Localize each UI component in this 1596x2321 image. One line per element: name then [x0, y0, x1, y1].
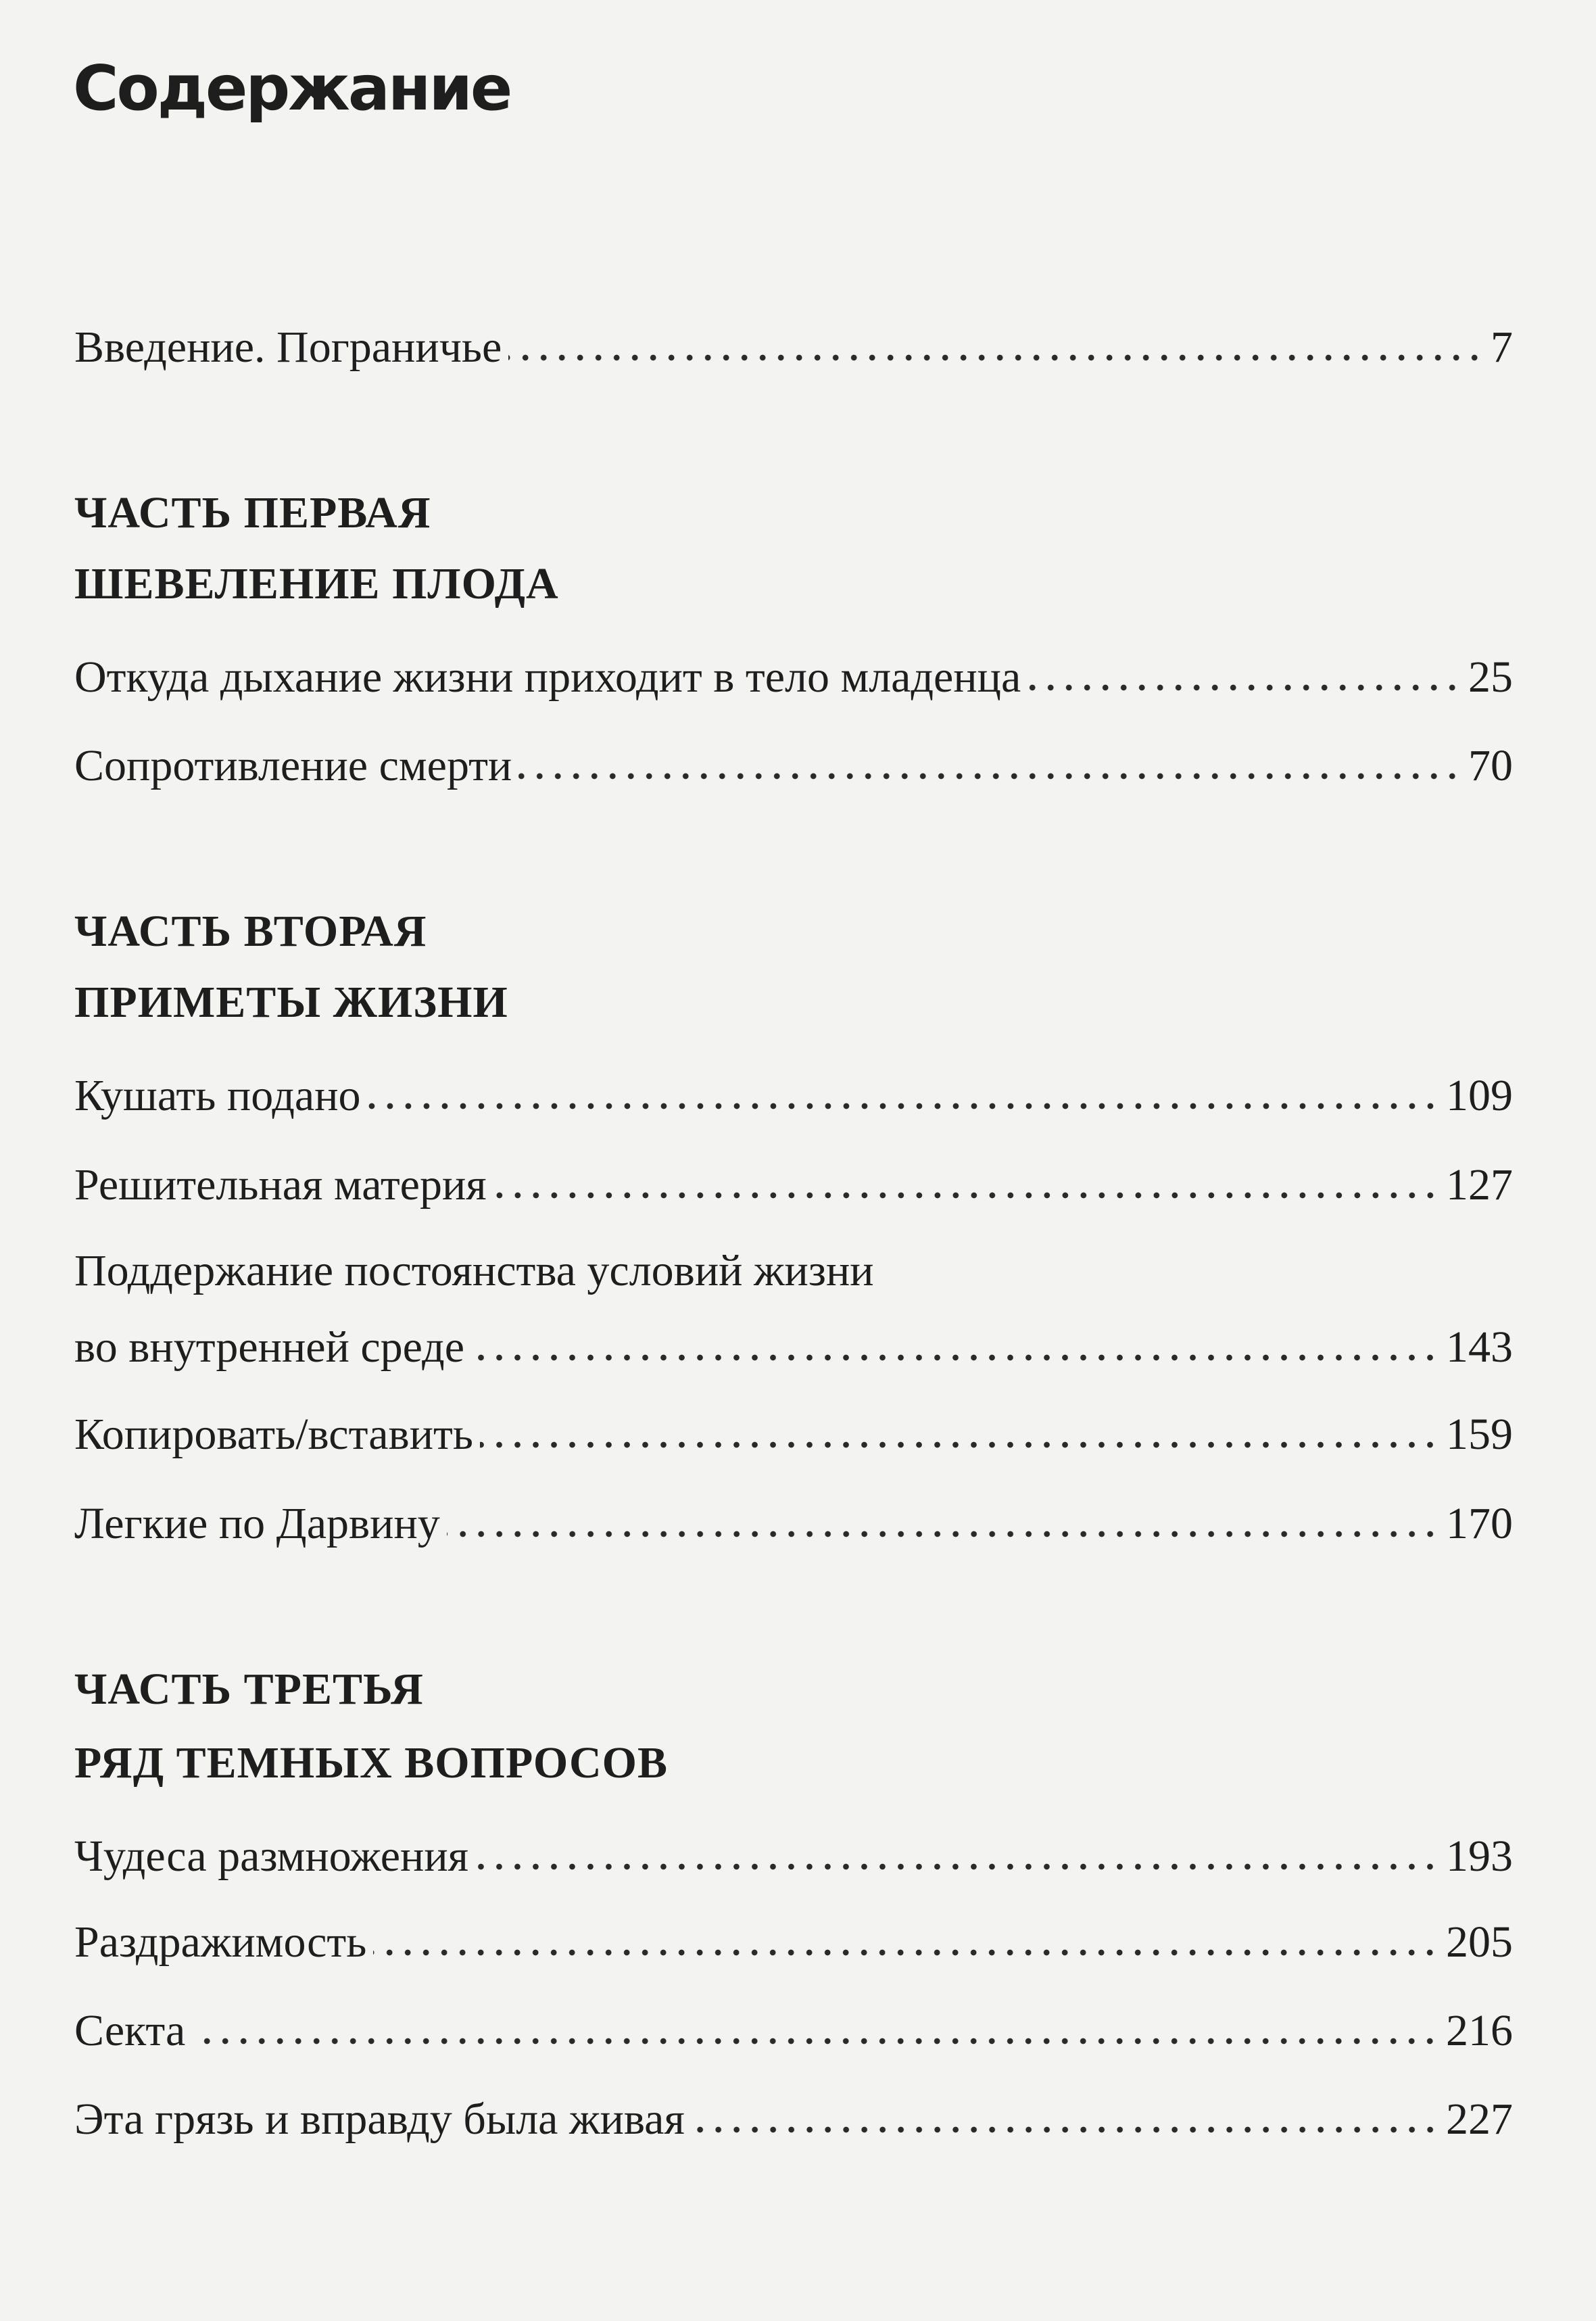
part-3-name: РЯД ТЕМНЫХ ВОПРОСОВ: [74, 1738, 669, 1788]
entry-page: 127: [1446, 1160, 1513, 1210]
dot-leader: [447, 1529, 1439, 1539]
part-2-number: ЧАСТЬ ВТОРАЯ: [74, 907, 427, 956]
toc-entry[interactable]: [74, 729, 1513, 803]
dot-leader: [368, 1101, 1439, 1111]
dot-leader: [373, 1948, 1439, 1957]
dot-leader: [480, 1440, 1439, 1450]
entry-label: Поддержание постоянства условий жизни: [74, 1246, 874, 1295]
entry-page: 143: [1446, 1322, 1513, 1372]
dot-leader: [493, 1191, 1439, 1200]
entry-label: Раздражимость: [74, 1917, 367, 1967]
dot-leader: [475, 1862, 1439, 1871]
entry-label: Сопротивление смерти: [74, 741, 512, 790]
toc-entry[interactable]: [74, 1819, 1513, 1894]
toc-entry[interactable]: [74, 1059, 1513, 1133]
dot-leader: [508, 353, 1484, 362]
entry-page: 193: [1446, 1832, 1513, 1881]
entry-label: Решительная материя: [74, 1160, 487, 1210]
entry-page: 170: [1446, 1499, 1513, 1548]
toc-entry[interactable]: [74, 1994, 1513, 2068]
entry-label: Введение. Пограничье: [74, 322, 502, 372]
entry-label: во внутренней среде: [74, 1322, 464, 1372]
toc-entry[interactable]: [74, 1397, 1513, 1472]
toc-entry-line1[interactable]: [74, 1234, 1513, 1308]
toc-entry-intro[interactable]: [74, 310, 1513, 385]
entry-page: 7: [1491, 322, 1513, 372]
entry-label: Легкие по Дарвину: [74, 1499, 440, 1548]
dot-leader: [1027, 683, 1461, 692]
part-2-name: ПРИМЕТЫ ЖИЗНИ: [74, 978, 508, 1027]
toc-entry[interactable]: [74, 1905, 1513, 1980]
page-title: Содержание: [73, 52, 511, 124]
dot-leader: [518, 771, 1461, 781]
entry-page: 205: [1446, 1917, 1513, 1967]
toc-entry[interactable]: [74, 640, 1513, 715]
dot-leader: [692, 2125, 1439, 2134]
part-1-number: ЧАСТЬ ПЕРВАЯ: [74, 488, 431, 537]
entry-page: 216: [1446, 2006, 1513, 2055]
toc-entry[interactable]: [74, 2082, 1513, 2157]
toc-entry[interactable]: [74, 1310, 1513, 1385]
part-3-number: ЧАСТЬ ТРЕТЬЯ: [74, 1665, 424, 1714]
entry-label: Чудеса размножения: [74, 1832, 469, 1881]
part-1-name: ШЕВЕЛЕНИЕ ПЛОДА: [74, 559, 559, 608]
entry-label: Эта грязь и вправду была живая: [74, 2095, 685, 2144]
entry-page: 70: [1468, 741, 1513, 790]
entry-label: Копировать/вставить: [74, 1410, 473, 1459]
entry-page: 159: [1446, 1410, 1513, 1459]
entry-page: 109: [1446, 1071, 1513, 1120]
toc-entry[interactable]: [74, 1487, 1513, 1561]
entry-page: 227: [1446, 2095, 1513, 2144]
entry-page: 25: [1468, 652, 1513, 702]
toc-entry[interactable]: [74, 1148, 1513, 1222]
dot-leader: [471, 1353, 1439, 1362]
dot-leader: [192, 2036, 1439, 2046]
entry-label: Откуда дыхание жизни приходит в тело младенца: [74, 652, 1021, 702]
entry-label: Кушать подано: [74, 1071, 361, 1120]
entry-label: Секта: [74, 2006, 186, 2055]
